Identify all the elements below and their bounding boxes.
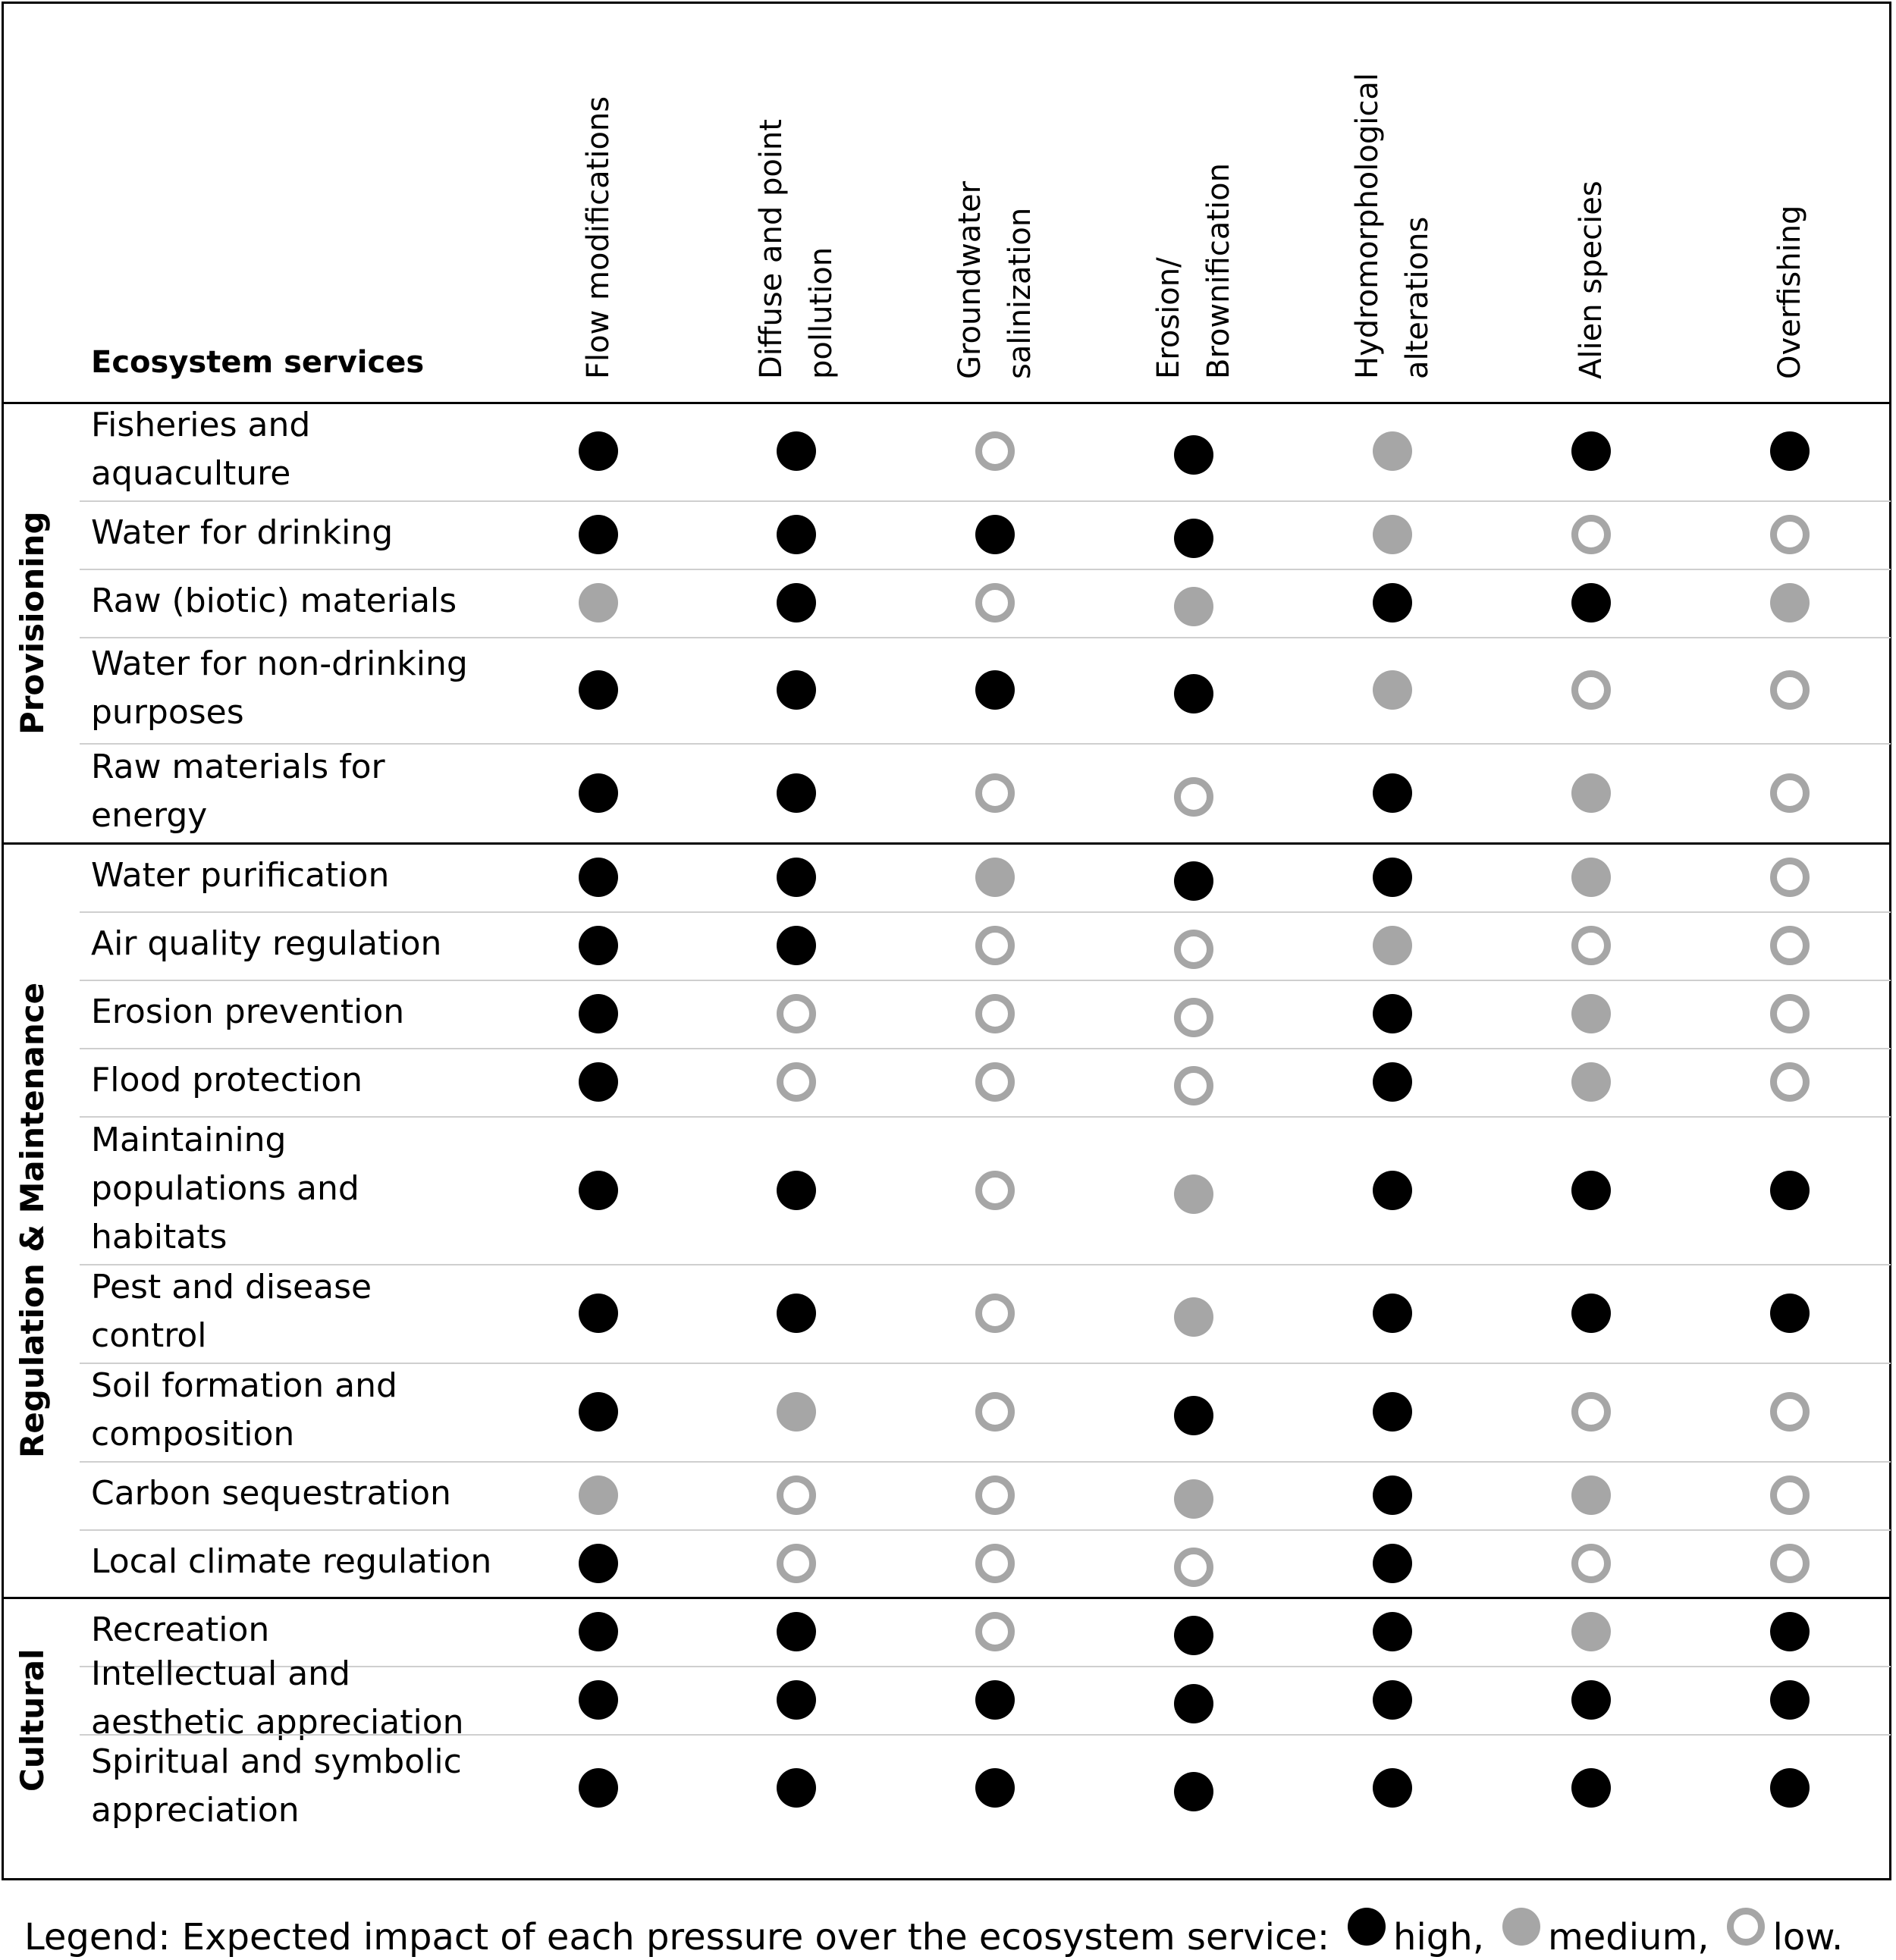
pressure-header-line: alterations bbox=[1400, 216, 1435, 379]
impact-medium-dot-icon bbox=[1571, 994, 1611, 1033]
impact-medium-dot-icon bbox=[1174, 1479, 1213, 1519]
service-label-line: Flood protection bbox=[91, 1061, 363, 1099]
impact-high-dot-icon bbox=[777, 1171, 816, 1210]
pressure-header bbox=[1566, 180, 1616, 379]
impact-high-dot-icon bbox=[1770, 1768, 1810, 1808]
service-label bbox=[91, 1738, 462, 1835]
impact-low-dot-icon bbox=[975, 773, 1015, 813]
impact-high-dot-icon bbox=[579, 1392, 618, 1432]
impact-high-dot-icon bbox=[1571, 1171, 1611, 1210]
impact-high-dot-icon bbox=[777, 926, 816, 965]
pressure-header bbox=[746, 119, 846, 379]
service-label bbox=[91, 1056, 363, 1105]
row-divider bbox=[80, 569, 1891, 570]
service-label-line: Recreation bbox=[91, 1610, 270, 1649]
impact-high-dot-icon bbox=[1571, 1768, 1611, 1808]
pressure-header bbox=[1144, 163, 1244, 379]
pressure-header-line: salinization bbox=[1003, 207, 1037, 379]
services-column-title: Ecosystem services bbox=[91, 345, 425, 380]
impact-high-dot-icon bbox=[1571, 1294, 1611, 1333]
impact-high-dot-icon bbox=[777, 858, 816, 897]
group-label: Regulation & Maintenance bbox=[14, 982, 51, 1458]
service-label-line: Local climate regulation bbox=[91, 1542, 492, 1581]
impact-high-dot-icon bbox=[1174, 861, 1213, 901]
impact-high-dot-icon bbox=[579, 1544, 618, 1583]
impact-low-dot-icon bbox=[975, 583, 1015, 622]
impact-low-dot-icon bbox=[1174, 1548, 1213, 1587]
impact-medium-dot-icon bbox=[1174, 1297, 1213, 1337]
impact-low-dot-icon bbox=[975, 926, 1015, 965]
service-label-line: appreciation bbox=[91, 1791, 300, 1830]
service-label-line: Intellectual and bbox=[91, 1654, 350, 1693]
impact-high-dot-icon bbox=[777, 515, 816, 554]
service-label-line: Water for non-drinking bbox=[91, 644, 468, 683]
impact-high-dot-icon bbox=[579, 858, 618, 897]
row-divider bbox=[80, 911, 1891, 913]
impact-medium-dot-icon bbox=[1571, 1062, 1611, 1102]
impact-medium-dot-icon bbox=[1571, 858, 1611, 897]
legend-high: high, bbox=[1393, 1916, 1484, 1958]
service-label bbox=[91, 1538, 491, 1586]
impact-low-dot-icon bbox=[1174, 1066, 1213, 1105]
impact-low-dot-icon bbox=[1571, 515, 1611, 554]
pressure-header-line: Groundwater bbox=[953, 180, 987, 379]
impact-low-dot-icon bbox=[1174, 930, 1213, 969]
service-label bbox=[91, 988, 404, 1036]
impact-high-dot-icon bbox=[579, 515, 618, 554]
pressure-header-line: Alien species bbox=[1574, 180, 1609, 379]
impact-high-dot-icon bbox=[1373, 1612, 1412, 1651]
medium-impact-dot-icon bbox=[1502, 1908, 1540, 1946]
legend-low: low. bbox=[1772, 1916, 1844, 1958]
group-divider bbox=[2, 842, 1891, 845]
impact-high-dot-icon bbox=[1174, 1772, 1213, 1811]
service-label-line: aesthetic appreciation bbox=[91, 1703, 464, 1742]
impact-low-dot-icon bbox=[975, 431, 1015, 471]
row-divider bbox=[80, 980, 1891, 981]
impact-medium-dot-icon bbox=[1770, 583, 1810, 622]
impact-high-dot-icon bbox=[579, 1062, 618, 1102]
impact-low-dot-icon bbox=[975, 1392, 1015, 1432]
pressure-header-line: Diffuse and point bbox=[754, 119, 789, 379]
service-label-line: Water for drinking bbox=[91, 513, 394, 552]
impact-low-dot-icon bbox=[1770, 515, 1810, 554]
group-label: Cultural bbox=[14, 1648, 51, 1792]
impact-low-dot-icon bbox=[777, 1475, 816, 1515]
impact-high-dot-icon bbox=[1770, 1612, 1810, 1651]
service-label-line: populations and bbox=[91, 1168, 359, 1208]
impact-high-dot-icon bbox=[975, 670, 1015, 710]
impact-high-dot-icon bbox=[1770, 431, 1810, 471]
service-label bbox=[91, 640, 468, 737]
service-label bbox=[91, 1606, 269, 1654]
pressure-header-line: Flow modifications bbox=[581, 96, 616, 379]
impact-high-dot-icon bbox=[1174, 1616, 1213, 1655]
legend bbox=[24, 1915, 1843, 1960]
impact-medium-dot-icon bbox=[1373, 670, 1412, 710]
service-label-line: purposes bbox=[91, 693, 244, 732]
impact-low-dot-icon bbox=[1174, 998, 1213, 1037]
impact-low-dot-icon bbox=[1770, 670, 1810, 710]
impact-medium-dot-icon bbox=[777, 1392, 816, 1432]
impact-high-dot-icon bbox=[1373, 858, 1412, 897]
service-label-line: Pest and disease bbox=[91, 1268, 372, 1306]
impact-low-dot-icon bbox=[1770, 1392, 1810, 1432]
impact-medium-dot-icon bbox=[1373, 926, 1412, 965]
impact-low-dot-icon bbox=[777, 1544, 816, 1583]
impact-high-dot-icon bbox=[579, 1171, 618, 1210]
service-label-line: control bbox=[91, 1316, 207, 1355]
impact-high-dot-icon bbox=[579, 994, 618, 1033]
impact-high-dot-icon bbox=[1373, 1475, 1412, 1515]
impact-low-dot-icon bbox=[1770, 1062, 1810, 1102]
impact-high-dot-icon bbox=[975, 1768, 1015, 1808]
impact-low-dot-icon bbox=[1174, 777, 1213, 817]
low-impact-ring-icon bbox=[1727, 1908, 1765, 1946]
pressure-header-line: pollution bbox=[804, 246, 839, 379]
impact-high-dot-icon bbox=[1373, 1768, 1412, 1808]
service-label-line: Carbon sequestration bbox=[91, 1474, 451, 1513]
service-label-line: habitats bbox=[91, 1217, 228, 1256]
impact-high-dot-icon bbox=[1373, 1062, 1412, 1102]
service-label-line: Raw materials for bbox=[91, 748, 385, 786]
pressure-header bbox=[1765, 205, 1815, 379]
impact-medium-dot-icon bbox=[579, 583, 618, 622]
impact-low-dot-icon bbox=[1770, 994, 1810, 1033]
impact-medium-dot-icon bbox=[1373, 431, 1412, 471]
pressure-header bbox=[1342, 73, 1442, 379]
impact-high-dot-icon bbox=[1770, 1294, 1810, 1333]
impact-low-dot-icon bbox=[975, 994, 1015, 1033]
service-label-line: Spiritual and symbolic bbox=[91, 1742, 462, 1781]
impact-high-dot-icon bbox=[975, 1680, 1015, 1720]
impact-high-dot-icon bbox=[579, 1294, 618, 1333]
impact-high-dot-icon bbox=[579, 1680, 618, 1720]
impact-high-dot-icon bbox=[1174, 1396, 1213, 1435]
high-impact-dot-icon bbox=[1348, 1908, 1386, 1946]
service-label bbox=[91, 743, 385, 840]
row-divider bbox=[80, 1734, 1891, 1736]
pressure-header bbox=[573, 96, 623, 379]
impact-high-dot-icon bbox=[579, 1612, 618, 1651]
impact-high-dot-icon bbox=[1373, 1294, 1412, 1333]
impact-high-dot-icon bbox=[777, 431, 816, 471]
impact-high-dot-icon bbox=[579, 773, 618, 813]
service-label-line: aquaculture bbox=[91, 454, 291, 493]
impact-high-dot-icon bbox=[1373, 1392, 1412, 1432]
pressure-header-line: Hydromorphological bbox=[1350, 73, 1385, 379]
impact-medium-dot-icon bbox=[1571, 1612, 1611, 1651]
service-label bbox=[91, 1362, 397, 1459]
impact-high-dot-icon bbox=[1174, 1684, 1213, 1723]
service-label-line: Raw (biotic) materials bbox=[91, 582, 457, 620]
impact-medium-dot-icon bbox=[1174, 587, 1213, 626]
impact-medium-dot-icon bbox=[1174, 1174, 1213, 1214]
service-label-line: Erosion prevention bbox=[91, 993, 405, 1031]
impact-low-dot-icon bbox=[1770, 1544, 1810, 1583]
row-divider bbox=[80, 1461, 1891, 1463]
impact-high-dot-icon bbox=[1174, 435, 1213, 475]
impact-high-dot-icon bbox=[579, 1768, 618, 1808]
service-label bbox=[91, 509, 393, 557]
row-divider bbox=[80, 637, 1891, 638]
service-label bbox=[91, 920, 441, 968]
group-label: Provisioning bbox=[14, 510, 51, 735]
impact-low-dot-icon bbox=[1571, 1392, 1611, 1432]
service-label-line: Water purification bbox=[91, 856, 390, 895]
impact-medium-dot-icon bbox=[1571, 773, 1611, 813]
impact-high-dot-icon bbox=[1571, 583, 1611, 622]
impact-low-dot-icon bbox=[1770, 926, 1810, 965]
service-label bbox=[91, 1469, 451, 1518]
pressure-header-line: Brownification bbox=[1201, 163, 1236, 379]
impact-high-dot-icon bbox=[1174, 674, 1213, 713]
impact-low-dot-icon bbox=[975, 1171, 1015, 1210]
impact-high-dot-icon bbox=[1770, 1171, 1810, 1210]
service-label-line: composition bbox=[91, 1415, 295, 1454]
impact-medium-dot-icon bbox=[1373, 515, 1412, 554]
pressure-header bbox=[945, 181, 1045, 379]
impact-high-dot-icon bbox=[579, 926, 618, 965]
impact-low-dot-icon bbox=[1770, 1475, 1810, 1515]
impact-medium-dot-icon bbox=[579, 1475, 618, 1515]
impact-high-dot-icon bbox=[1571, 431, 1611, 471]
impact-high-dot-icon bbox=[1373, 773, 1412, 813]
row-divider bbox=[80, 1529, 1891, 1531]
impact-high-dot-icon bbox=[777, 1680, 816, 1720]
group-divider bbox=[2, 1597, 1891, 1599]
impact-high-dot-icon bbox=[1571, 1680, 1611, 1720]
impact-high-dot-icon bbox=[777, 1768, 816, 1808]
service-label-line: Fisheries and bbox=[91, 406, 311, 444]
impact-low-dot-icon bbox=[1571, 670, 1611, 710]
impact-low-dot-icon bbox=[975, 1294, 1015, 1333]
impact-high-dot-icon bbox=[1174, 519, 1213, 558]
impact-high-dot-icon bbox=[777, 583, 816, 622]
impact-low-dot-icon bbox=[1770, 858, 1810, 897]
service-label-line: energy bbox=[91, 796, 208, 835]
service-label bbox=[91, 577, 457, 626]
legend-prefix: Legend: Expected impact of each pressure over the ecosystem service: bbox=[24, 1916, 1330, 1958]
impact-low-dot-icon bbox=[1770, 773, 1810, 813]
pressure-header-line: Overfishing bbox=[1772, 205, 1807, 379]
impact-low-dot-icon bbox=[777, 994, 816, 1033]
impact-high-dot-icon bbox=[777, 1612, 816, 1651]
impact-high-dot-icon bbox=[975, 515, 1015, 554]
service-label-line: Maintaining bbox=[91, 1120, 287, 1159]
service-label-line: Soil formation and bbox=[91, 1366, 397, 1405]
impact-high-dot-icon bbox=[1373, 1680, 1412, 1720]
impact-low-dot-icon bbox=[777, 1062, 816, 1102]
service-label bbox=[91, 1116, 359, 1262]
impact-low-dot-icon bbox=[1571, 926, 1611, 965]
impact-high-dot-icon bbox=[777, 670, 816, 710]
service-label bbox=[91, 1263, 372, 1360]
row-divider bbox=[80, 1048, 1891, 1049]
impact-high-dot-icon bbox=[1373, 994, 1412, 1033]
impact-medium-dot-icon bbox=[975, 858, 1015, 897]
impact-low-dot-icon bbox=[975, 1544, 1015, 1583]
impact-high-dot-icon bbox=[1373, 1544, 1412, 1583]
impact-high-dot-icon bbox=[777, 1294, 816, 1333]
impact-low-dot-icon bbox=[975, 1062, 1015, 1102]
impact-high-dot-icon bbox=[1373, 583, 1412, 622]
impact-high-dot-icon bbox=[777, 773, 816, 813]
service-label-line: Air quality regulation bbox=[91, 924, 442, 963]
impact-medium-dot-icon bbox=[1571, 1475, 1611, 1515]
impact-high-dot-icon bbox=[579, 431, 618, 471]
legend-medium: medium, bbox=[1547, 1916, 1709, 1958]
impact-high-dot-icon bbox=[1373, 1171, 1412, 1210]
impact-high-dot-icon bbox=[579, 670, 618, 710]
impact-low-dot-icon bbox=[975, 1612, 1015, 1651]
service-label bbox=[91, 1650, 464, 1747]
service-label bbox=[91, 851, 389, 900]
service-label bbox=[91, 401, 310, 498]
pressure-header-line: Erosion/ bbox=[1151, 257, 1186, 379]
impact-low-dot-icon bbox=[975, 1475, 1015, 1515]
row-divider bbox=[80, 500, 1891, 502]
impact-high-dot-icon bbox=[1770, 1680, 1810, 1720]
impact-low-dot-icon bbox=[1571, 1544, 1611, 1583]
